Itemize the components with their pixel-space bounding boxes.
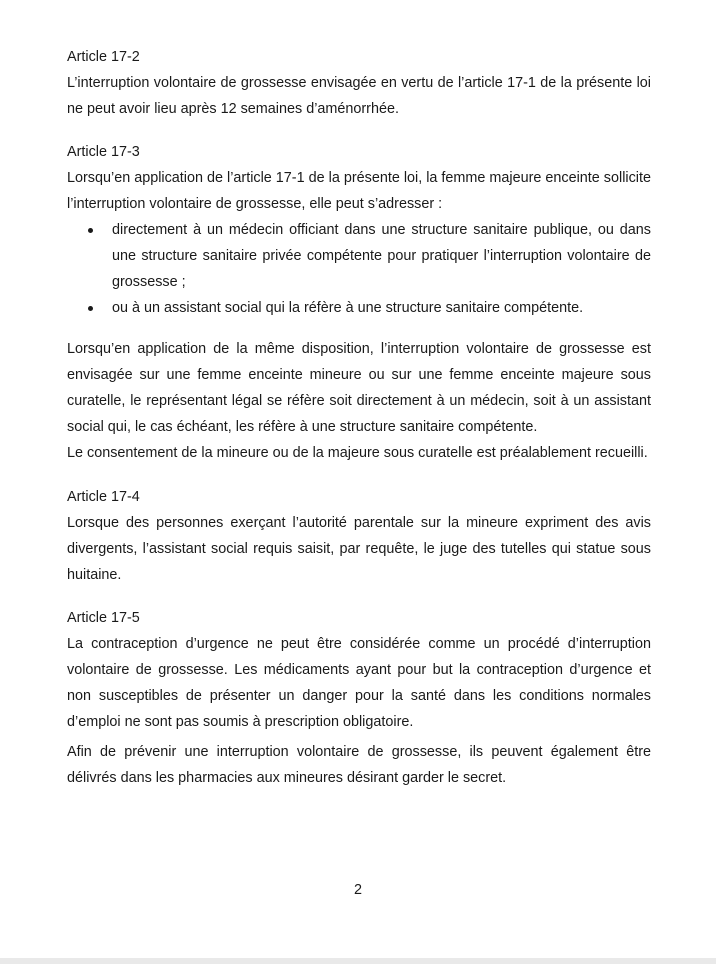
list-item-text: directement à un médecin officiant dans une structure sanitaire publique, ou dans une structure sanitaire privée compétente pour pratiquer l’interruption volontaire de grossesse ;: [112, 222, 651, 290]
article-paragraph: Lorsqu’en application de la même disposition, l’interruption volontaire de grossesse est envisagée sur une femme enceinte mineure ou sur une femme enceinte majeure sous curatelle, le représentant légal se réfère soit directement à un médecin, soit à un assistant social qui, le cas échéant, les réfère à une structure sanitaire compétente.: [67, 341, 651, 435]
page-number: 2: [353, 882, 362, 898]
bullet-list: [67, 217, 651, 321]
article-title: Article 17-5: [67, 610, 140, 626]
list-item: [67, 295, 651, 321]
article-17-3: [67, 139, 651, 466]
document-body: [67, 44, 651, 808]
article-17-5: [67, 605, 651, 791]
list-item: [67, 217, 651, 295]
article-title: Article 17-2: [67, 49, 140, 65]
bullet-icon: [88, 306, 93, 311]
article-intro: Lorsqu’en application de l’article 17-1 de la présente loi, la femme majeure enceinte sollicite l’interruption volontaire de grossesse, elle peut s’adresser :: [67, 170, 651, 212]
article-17-4: [67, 484, 651, 588]
page-edge: [0, 958, 716, 964]
article-paragraph: L’interruption volontaire de grossesse envisagée en vertu de l’article 17-1 de la présente loi ne peut avoir lieu après 12 semaines d’aménorrhée.: [67, 75, 651, 117]
bullet-icon: [88, 228, 93, 233]
article-paragraph: La contraception d’urgence ne peut être considérée comme un procédé d’interruption volontaire de grossesse. Les médicaments ayant pour but la contraception d’urgence et non susceptibles de présenter un danger pour la santé dans les conditions normales d’emploi ne sont pas soumis à prescription obligatoire.: [67, 636, 651, 730]
article-paragraph: Lorsque des personnes exerçant l’autorité parentale sur la mineure expriment des avis divergents, l’assistant social requis saisit, par requête, le juge des tutelles qui statue sous huitaine.: [67, 515, 651, 583]
article-title: Article 17-3: [67, 144, 140, 160]
article-paragraph: Le consentement de la mineure ou de la majeure sous curatelle est préalablement recueilli.: [67, 445, 648, 461]
article-paragraph: Afin de prévenir une interruption volontaire de grossesse, ils peuvent également être délivrés dans les pharmacies aux mineures désirant garder le secret.: [67, 744, 651, 786]
list-item-text: ou à un assistant social qui la réfère à une structure sanitaire compétente.: [112, 300, 584, 316]
article-title: Article 17-4: [67, 489, 140, 505]
article-17-2: [67, 44, 651, 122]
